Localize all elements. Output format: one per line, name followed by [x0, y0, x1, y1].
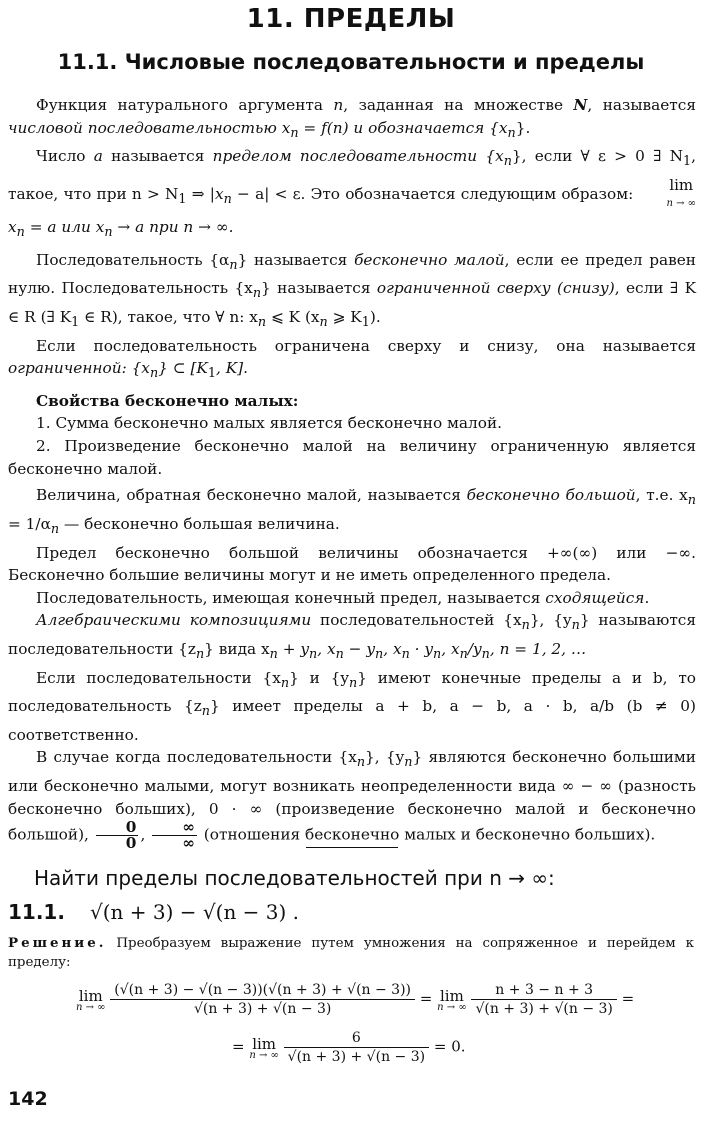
math-run: · y: [409, 639, 434, 658]
math-run: ⩾ K: [327, 307, 362, 326]
term-italic: Алгебраическими композициями: [36, 611, 312, 630]
math-run: , x: [441, 639, 460, 658]
text-run: (отношения бесконечно малых и бесконечно больших).: [198, 825, 656, 844]
math-run: , n = 1, 2, …: [489, 639, 587, 658]
paragraph-compositions: [8, 609, 696, 666]
math-run: }, {y: [529, 611, 572, 630]
term-italic: бесконечно малой: [354, 250, 505, 269]
paragraph-limit-definition: [8, 145, 696, 244]
math-sub: n: [459, 646, 468, 662]
math-sub: n: [257, 315, 267, 331]
math-sub: 1: [683, 154, 692, 170]
equals-sign: =: [419, 989, 433, 1008]
math-sub: n: [201, 704, 210, 720]
text-run: } называется: [261, 279, 377, 298]
math-sub: n: [521, 618, 530, 634]
section-divider: [306, 847, 398, 848]
fraction-inf-over-inf: $\frac{\infty}{\infty}$: [152, 820, 197, 851]
chapter-title: 11. ПРЕДЕЛЫ: [246, 4, 456, 34]
text-run: Последовательность, имеющая конечный предел, называется: [36, 588, 546, 607]
text-run: Если последовательность ограничена сверху и снизу, она называется: [36, 336, 696, 355]
term-italic: бесконечно большой: [466, 486, 636, 505]
fraction-zero-over-zero: $\frac{0}{0}$: [96, 820, 139, 851]
text-run: } называется: [237, 250, 355, 269]
math-run: − y: [343, 639, 375, 658]
math-var: N: [573, 96, 588, 114]
math-run: = f(n) и обозначается {x: [298, 118, 508, 137]
page-number: 142: [8, 1088, 48, 1110]
math-sub: n: [375, 646, 384, 662]
text-run: .: [644, 588, 650, 607]
math-sub: n: [269, 646, 278, 662]
formula-line-2: [232, 1030, 466, 1065]
equals-sign: =: [621, 989, 635, 1008]
math-sub: n: [349, 675, 358, 691]
paragraph-infinitesimal-definition: [8, 249, 696, 335]
term-italic: ограниченной сверху (снизу): [376, 279, 615, 298]
limit-operator: lim n → ∞: [249, 1034, 279, 1061]
math-run: + y: [277, 639, 310, 658]
text-run: Число: [36, 147, 94, 166]
math-var: x: [8, 218, 17, 237]
text-run: } и {y: [289, 668, 349, 687]
math-sub: n: [309, 646, 318, 662]
math-sub: n: [503, 154, 512, 170]
solution-intro: [8, 934, 694, 972]
math-sub: n: [401, 646, 410, 662]
term-italic: сходящейся: [545, 588, 645, 607]
term-italic: пределом последовательности: [212, 147, 478, 166]
math-run: , если ∃ K ∈ R (∃ K: [8, 279, 697, 326]
limit-operator: lim n → ∞: [437, 986, 467, 1013]
math-run: {x: [477, 147, 504, 166]
math-sub: n: [149, 366, 159, 382]
limit-operator: lim n → ∞: [666, 175, 696, 210]
math-sub: n: [104, 225, 113, 241]
text-run: Величина, обратная бесконечно малой, называется: [36, 486, 467, 505]
text-run: , если ее предел равен нулю. Последовательность {x: [8, 250, 697, 298]
math-run: /y: [467, 639, 482, 658]
math-run: }, если ∀ ε > 0 ∃ N: [511, 147, 683, 166]
math-sub: n: [404, 755, 413, 771]
math-run: → a при n → ∞.: [112, 218, 234, 237]
text-run: }.: [515, 118, 531, 137]
math-sub: 1: [178, 192, 187, 208]
math-run: ⩽ K (x: [266, 307, 320, 326]
math-run: } ⊂ [K: [158, 359, 208, 378]
property-item-1: 1. Сумма бесконечно малых является бесконечно малой.: [36, 414, 503, 433]
math-sub: n: [687, 493, 696, 509]
text-run: , такое, что при n > N: [8, 147, 696, 203]
limit-operator: lim n → ∞: [76, 986, 106, 1013]
text-run: , т.е. x: [635, 486, 688, 505]
section-title: 11.1. Числовые последовательности и пределы: [57, 50, 645, 74]
task-number: 11.1.: [8, 900, 65, 924]
math-sub: n: [335, 646, 344, 662]
equals-sign: =: [232, 1037, 245, 1056]
math-sub: n: [50, 521, 60, 537]
conjugate-fraction: $\frac{(√(n + 3) - √(n - 3))(√(n + 3) + √(n - 3))}{√(n + 3) + √(n - 3)}$: [110, 982, 415, 1017]
term-italic: числовой последовательностью: [8, 118, 277, 137]
text-run: Последовательность {α: [36, 250, 230, 269]
text-run: ,: [140, 825, 151, 844]
property-item-2: 2. Произведение бесконечно малой на величину ограниченную является бесконечно малой.: [8, 437, 696, 478]
math-sub: 1: [361, 315, 370, 331]
simplified-fraction: $\frac{n + 3 - n + 3}{√(n + 3) + √(n - 3)}$: [471, 982, 616, 1017]
paragraph-infinitely-large: [8, 484, 696, 541]
math-run: ⇒ |x: [186, 184, 224, 203]
text-run: } называются последовательности {z: [8, 611, 696, 658]
math-run: , K].: [215, 359, 248, 378]
math-run: , x: [317, 639, 336, 658]
math-run: : {x: [121, 359, 150, 378]
paragraph-sequence-definition: [8, 94, 696, 145]
math-run: = 1/α: [8, 514, 51, 533]
math-sub: n: [356, 755, 366, 771]
math-sub: n: [319, 315, 328, 331]
math-var: x: [276, 118, 291, 137]
math-sub: n: [223, 192, 232, 208]
math-run: ).: [369, 307, 381, 326]
theory-text: [8, 94, 696, 851]
math-sub: n: [229, 257, 238, 273]
task-expression: √(n + 3) − √(n − 3) .: [90, 900, 300, 924]
math-sub: 1: [71, 315, 80, 331]
term-italic: ограниченной: [8, 359, 122, 378]
solution-lead: Решение.: [8, 935, 107, 951]
math-var: n: [333, 96, 344, 114]
paragraph-infinite-limit: Предел бесконечно большой величины обозначается +∞(∞) или −∞. Бесконечно большие величины могут и не иметь определенного предела.: [8, 543, 696, 585]
math-sub: n: [433, 646, 442, 662]
final-fraction: $\frac{6}{√(n + 3) + √(n - 3)}$: [284, 1030, 429, 1065]
math-sub: n: [280, 675, 290, 691]
properties-heading: Свойства бесконечно малых:: [36, 391, 299, 410]
text-run: , заданная на множестве: [343, 96, 574, 114]
math-sub: n: [195, 646, 205, 662]
formula-line-1: [76, 982, 634, 1017]
text-run: } имеет пределы a + b, a − b, a · b, a/b (b ≠ 0) соответственно.: [8, 697, 696, 744]
math-sub: 1: [207, 366, 216, 382]
text-run: называется: [102, 147, 213, 166]
math-run: , x: [383, 639, 402, 658]
text-run: — бесконечно большая величина.: [59, 514, 340, 533]
math-run: = a или x: [24, 218, 105, 237]
paragraph-convergent: [8, 587, 696, 610]
math-sub: n: [16, 225, 25, 241]
paragraph-bounded-definition: [8, 335, 696, 386]
math-sub: n: [507, 125, 516, 141]
result-value: = 0.: [433, 1037, 466, 1056]
math-sub: n: [481, 646, 490, 662]
math-sub: n: [290, 125, 299, 141]
math-sub: n: [252, 286, 262, 302]
math-var: a: [93, 147, 103, 166]
text-run: Функция натурального аргумента: [36, 96, 334, 114]
paragraph-finite-limits: [8, 667, 696, 747]
solution-text: Преобразуем выражение путем умножения на сопряженное и перейдем к пределу:: [8, 936, 694, 970]
text-run: }, {y: [365, 748, 405, 767]
text-run: В случае когда последовательности {x: [36, 748, 357, 767]
math-run: ∈ R), такое, что ∀ n: x: [79, 307, 258, 326]
text-run: Если последовательности {x: [36, 668, 281, 687]
paragraph-indeterminate-forms: [8, 746, 696, 851]
text-run: − a| < ε. Это обозначается следующим образом:: [231, 184, 639, 203]
task-header: Найти пределы последовательностей при n → ∞:: [34, 866, 555, 890]
math-sub: n: [571, 618, 580, 634]
text-run: } являются бесконечно большими или бесконечно малыми, могут возникать неопределенности вида ∞ − ∞ (разность бесконечно больших), 0 · ∞ (произведение бесконечно малой и бесконечно большой),: [8, 748, 696, 844]
text-run: последовательностей {x: [311, 611, 522, 630]
text-run: } имеют конечные пределы a и b, то последовательность {z: [8, 668, 697, 716]
text-run: , называется: [587, 96, 696, 114]
text-run: } вида x: [204, 639, 270, 658]
